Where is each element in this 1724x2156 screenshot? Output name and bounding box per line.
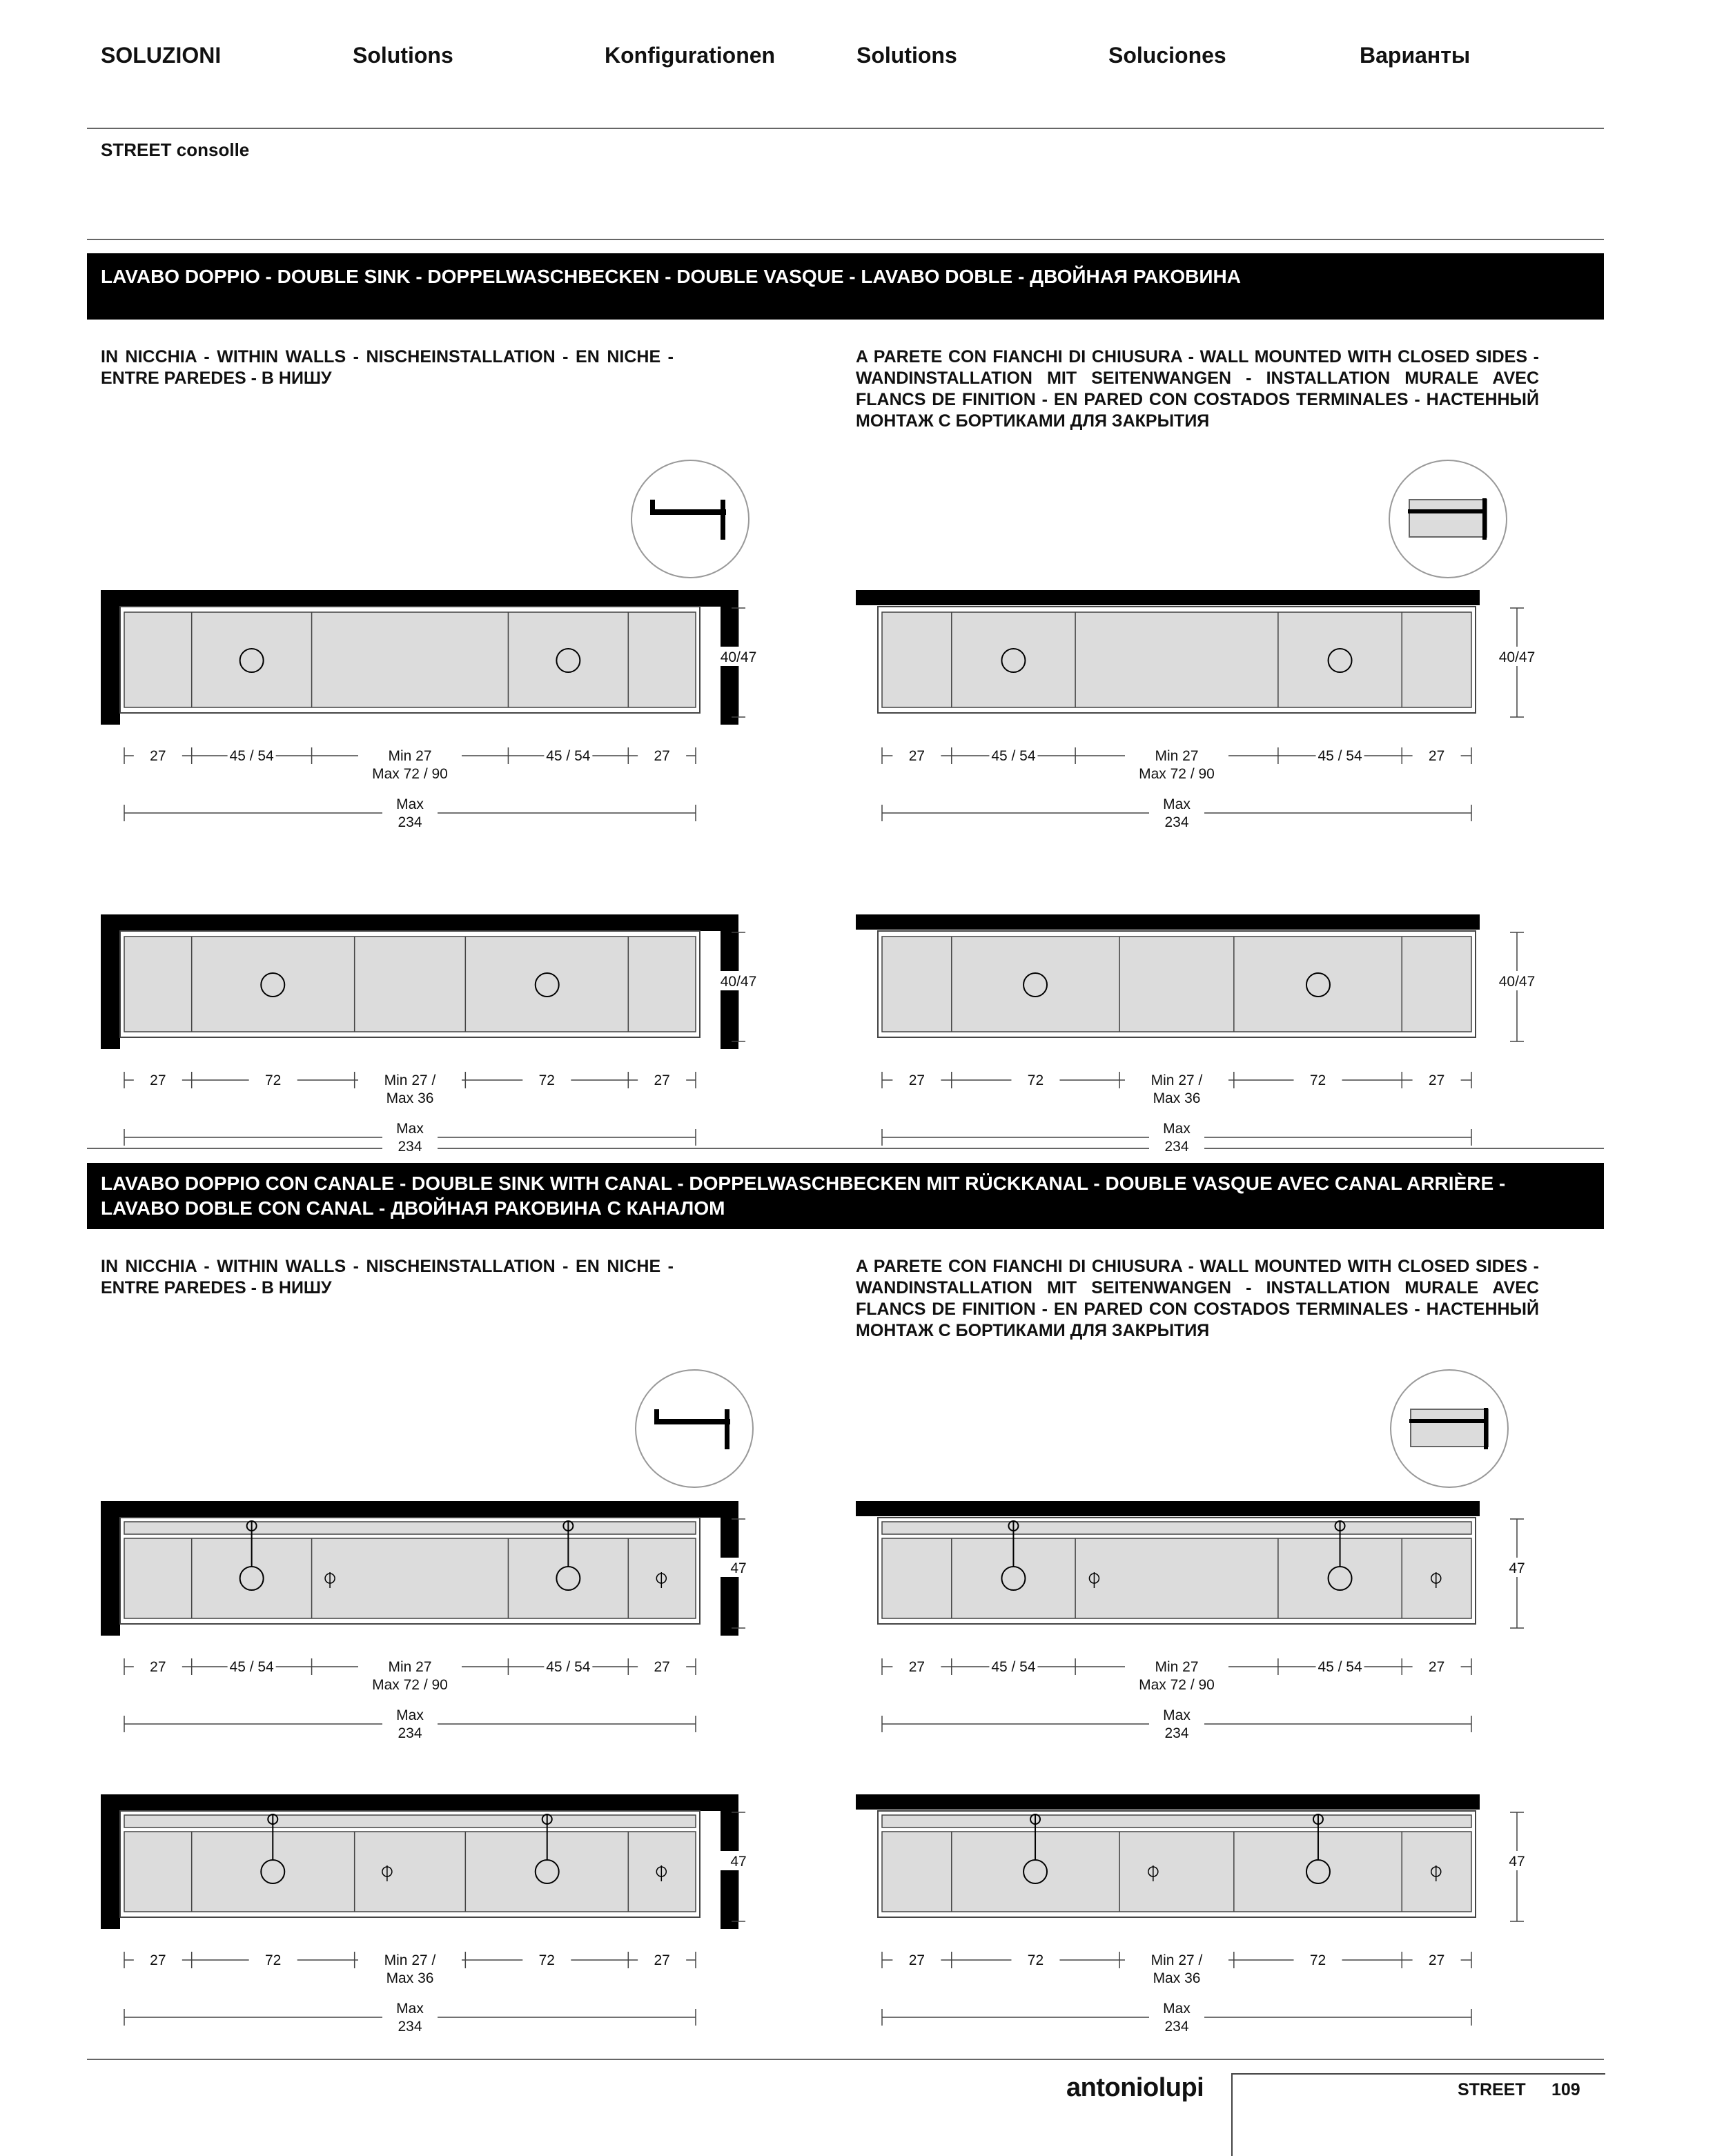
dim-label: 72 bbox=[538, 1072, 555, 1088]
dim-label: 27 bbox=[654, 1952, 670, 1968]
canal-channel bbox=[882, 1815, 1471, 1827]
dim-label-mid: Min 27 / bbox=[1150, 1952, 1203, 1968]
dim-label-mid2: Max 36 bbox=[1153, 1090, 1201, 1106]
dim-label: 27 bbox=[1428, 1072, 1445, 1088]
section-title-double-sink bbox=[87, 253, 1604, 320]
diagram-svg bbox=[856, 1794, 1546, 2084]
max-label: Max bbox=[396, 796, 424, 812]
height-label: 40/47 bbox=[1498, 649, 1536, 665]
icon-niche-right bbox=[721, 500, 725, 540]
wall-top bbox=[856, 590, 1480, 605]
dim-label: 45 / 54 bbox=[546, 748, 591, 764]
dim-label: 27 bbox=[908, 1072, 925, 1088]
max-label: Max bbox=[396, 2001, 424, 2017]
max-label-value: 234 bbox=[1164, 1725, 1189, 1741]
dim-label-mid2: Max 72 / 90 bbox=[1139, 1677, 1215, 1693]
icon-svg bbox=[634, 1368, 755, 1489]
console-top-panel bbox=[124, 1832, 696, 1912]
dim-label: 27 bbox=[150, 1952, 166, 1968]
max-label: Max bbox=[1163, 1121, 1191, 1137]
installation-type-icon bbox=[629, 458, 751, 580]
dim-label: 27 bbox=[1428, 748, 1445, 764]
icon-niche-left bbox=[654, 1409, 659, 1424]
diagram-svg bbox=[101, 1501, 791, 1791]
console-top-panel bbox=[124, 937, 696, 1032]
diagram-svg bbox=[856, 914, 1546, 1204]
installation-type-icon bbox=[1389, 1368, 1510, 1489]
icon-svg bbox=[1389, 1368, 1510, 1489]
console-diagram-wall bbox=[856, 914, 1546, 1204]
wall-top bbox=[856, 1501, 1480, 1516]
dim-label: 45 / 54 bbox=[546, 1659, 591, 1675]
dim-label-mid: Min 27 bbox=[388, 748, 432, 764]
dim-label: 45 / 54 bbox=[1318, 1659, 1362, 1675]
header-lang-ru: Варианты bbox=[1360, 43, 1471, 68]
divider bbox=[87, 128, 1604, 129]
page-number: 109 bbox=[1551, 2080, 1580, 2099]
console-top-panel bbox=[882, 937, 1471, 1032]
dim-label: 72 bbox=[1027, 1952, 1044, 1968]
installation-type-icon bbox=[634, 1368, 755, 1489]
dim-label-mid2: Max 72 / 90 bbox=[372, 1677, 448, 1693]
console-diagram-niche bbox=[101, 914, 791, 1204]
diagram-svg bbox=[101, 914, 791, 1204]
console-diagram-wall bbox=[856, 1794, 1546, 2084]
wall-top bbox=[856, 914, 1480, 930]
dim-label-mid: Min 27 / bbox=[1150, 1072, 1203, 1088]
brand-logo: antoniolupi bbox=[1066, 2073, 1204, 2102]
height-label: 40/47 bbox=[1498, 974, 1536, 990]
niche-wall-left bbox=[101, 1501, 120, 1636]
diagram-svg bbox=[856, 590, 1546, 880]
canal-channel bbox=[124, 1522, 696, 1534]
dim-label-mid: Min 27 / bbox=[384, 1952, 436, 1968]
max-label-value: 234 bbox=[1164, 2019, 1189, 2035]
dim-label-mid: Min 27 / bbox=[384, 1072, 436, 1088]
icon-niche-left bbox=[650, 500, 655, 515]
diagram-svg bbox=[856, 1501, 1546, 1791]
dim-label: 27 bbox=[1428, 1659, 1445, 1675]
product-subtitle: STREET consolle bbox=[101, 139, 250, 160]
dim-label-mid2: Max 36 bbox=[386, 1090, 434, 1106]
caption-wall-mounted: A PARETE CON FIANCHI DI CHIUSURA - WALL MOUNTED WITH CLOSED SIDES - WANDINSTALLATION MIT SEITENWANGEN - INSTALLATION MURALE AVEC FLANCS DE FINITION - EN PARED CON COSTADOS TERMINALES - НАСТЕННЫЙ МОНТАЖ С БОРТИКАМИ ДЛЯ ЗАКРЫТИЯ bbox=[856, 1257, 1539, 1340]
max-label-value: 234 bbox=[1164, 1139, 1189, 1155]
dim-label-mid: Min 27 bbox=[1155, 748, 1199, 764]
caption-wall-mounted: A PARETE CON FIANCHI DI CHIUSURA - WALL MOUNTED WITH CLOSED SIDES - WANDINSTALLATION MIT SEITENWANGEN - INSTALLATION MURALE AVEC FLANCS DE FINITION - EN PARED CON COSTADOS TERMINALES - НАСТЕННЫЙ МОНТАЖ С БОРТИКАМИ ДЛЯ ЗАКРЫТИЯ bbox=[856, 347, 1539, 431]
icon-wall-top bbox=[1408, 509, 1485, 513]
dim-label-mid: Min 27 bbox=[388, 1659, 432, 1675]
dim-label: 27 bbox=[908, 1659, 925, 1675]
dim-label: 72 bbox=[265, 1952, 282, 1968]
dim-label: 72 bbox=[1309, 1952, 1326, 1968]
max-label-value: 234 bbox=[398, 2019, 422, 2035]
icon-svg bbox=[629, 458, 751, 580]
console-diagram-niche bbox=[101, 1501, 791, 1791]
max-label-value: 234 bbox=[398, 1725, 422, 1741]
footer-box bbox=[1231, 2073, 1605, 2156]
icon-wall-top bbox=[1409, 1419, 1487, 1423]
height-label: 47 bbox=[1509, 1854, 1525, 1870]
dim-label: 45 / 54 bbox=[229, 1659, 274, 1675]
divider bbox=[87, 239, 1604, 240]
header-lang-en: Solutions bbox=[353, 43, 453, 68]
console-diagram-niche bbox=[101, 1794, 791, 2084]
canal-channel bbox=[124, 1815, 696, 1827]
dim-label: 45 / 54 bbox=[991, 748, 1036, 764]
icon-niche-shelf bbox=[654, 1419, 730, 1424]
max-label-value: 234 bbox=[398, 1139, 422, 1155]
icon-wall-panel bbox=[1411, 1409, 1488, 1447]
dim-label-mid2: Max 72 / 90 bbox=[372, 766, 448, 782]
niche-wall-left bbox=[101, 590, 120, 725]
divider bbox=[87, 2059, 1604, 2060]
diagram-svg bbox=[101, 1794, 791, 2084]
max-label: Max bbox=[396, 1121, 424, 1137]
dim-label: 45 / 54 bbox=[1318, 748, 1362, 764]
dim-label-mid2: Max 72 / 90 bbox=[1139, 766, 1215, 782]
dim-label: 27 bbox=[150, 748, 166, 764]
height-label: 40/47 bbox=[720, 649, 757, 665]
height-label: 47 bbox=[730, 1560, 747, 1576]
dim-label: 72 bbox=[1027, 1072, 1044, 1088]
icon-circle bbox=[636, 1370, 753, 1487]
max-label-value: 234 bbox=[1164, 814, 1189, 830]
dim-label: 27 bbox=[908, 1952, 925, 1968]
icon-wall-side bbox=[1482, 498, 1487, 540]
caption-within-walls: IN NICCHIA - WITHIN WALLS - NISCHEINSTALLATION - EN NICHE -ENTRE PAREDES - В НИШУ bbox=[101, 1257, 674, 1297]
installation-type-icon bbox=[1387, 458, 1509, 580]
console-top-panel bbox=[124, 1538, 696, 1618]
icon-niche-shelf bbox=[650, 509, 726, 515]
niche-wall-left bbox=[101, 1794, 120, 1929]
height-label: 40/47 bbox=[720, 974, 757, 990]
max-label: Max bbox=[1163, 2001, 1191, 2017]
icon-circle bbox=[631, 460, 749, 578]
console-top-panel bbox=[882, 1832, 1471, 1912]
console-diagram-niche bbox=[101, 590, 791, 880]
niche-wall-top bbox=[101, 1794, 738, 1811]
console-top-panel bbox=[882, 1538, 1471, 1618]
niche-wall-top bbox=[101, 590, 738, 607]
niche-wall-top bbox=[101, 914, 738, 931]
dim-label-mid2: Max 36 bbox=[386, 1970, 434, 1986]
dim-label: 27 bbox=[654, 1659, 670, 1675]
dim-label: 27 bbox=[654, 748, 670, 764]
section-title-text-line2: LAVABO DOBLE CON CANAL - ДВОЙНАЯ РАКОВИНА С КАНАЛОМ bbox=[101, 1197, 725, 1219]
dim-label: 45 / 54 bbox=[229, 748, 274, 764]
dim-label-mid2: Max 36 bbox=[1153, 1970, 1201, 1986]
icon-svg bbox=[1387, 458, 1509, 580]
icon-wall-side bbox=[1484, 1408, 1488, 1449]
canal-channel bbox=[882, 1522, 1471, 1534]
niche-wall-left bbox=[101, 914, 120, 1049]
wall-top bbox=[856, 1794, 1480, 1810]
console-top-panel bbox=[882, 612, 1471, 707]
dim-label: 27 bbox=[150, 1072, 166, 1088]
console-diagram-wall bbox=[856, 1501, 1546, 1791]
max-label: Max bbox=[1163, 796, 1191, 812]
header-lang-es: Soluciones bbox=[1108, 43, 1226, 68]
dim-label: 72 bbox=[1309, 1072, 1326, 1088]
height-label: 47 bbox=[1509, 1560, 1525, 1576]
dim-label: 27 bbox=[908, 748, 925, 764]
header-lang-it: SOLUZIONI bbox=[101, 43, 222, 68]
header-lang-de: Konfigurationen bbox=[605, 43, 776, 68]
dim-label: 45 / 54 bbox=[991, 1659, 1036, 1675]
niche-wall-top bbox=[101, 1501, 738, 1518]
icon-niche-right bbox=[725, 1409, 729, 1449]
height-label: 47 bbox=[730, 1854, 747, 1870]
icon-wall-panel bbox=[1409, 500, 1487, 537]
caption-within-walls: IN NICCHIA - WITHIN WALLS - NISCHEINSTALLATION - EN NICHE -ENTRE PAREDES - В НИШУ bbox=[101, 347, 674, 388]
dim-label: 27 bbox=[150, 1659, 166, 1675]
footer-series: STREET bbox=[1458, 2080, 1526, 2099]
dim-label: 27 bbox=[654, 1072, 670, 1088]
dim-label: 72 bbox=[538, 1952, 555, 1968]
console-top-panel bbox=[124, 612, 696, 707]
dim-label: 27 bbox=[1428, 1952, 1445, 1968]
header-lang-fr: Solutions bbox=[856, 43, 957, 68]
section-title-text-line1: LAVABO DOPPIO CON CANALE - DOUBLE SINK WITH CANAL - DOPPELWASCHBECKEN MIT RÜCKKANAL - DOUBLE VASQUE AVEC CANAL ARRIÈRE - bbox=[101, 1173, 1506, 1194]
max-label: Max bbox=[1163, 1707, 1191, 1723]
dim-label: 72 bbox=[265, 1072, 282, 1088]
dim-label-mid: Min 27 bbox=[1155, 1659, 1199, 1675]
diagram-svg bbox=[101, 590, 791, 880]
console-diagram-wall bbox=[856, 590, 1546, 880]
max-label: Max bbox=[396, 1707, 424, 1723]
section-title-text: LAVABO DOPPIO - DOUBLE SINK - DOPPELWASCHBECKEN - DOUBLE VASQUE - LAVABO DOBLE - ДВОЙНАЯ РАКОВИНА bbox=[101, 266, 1241, 287]
max-label-value: 234 bbox=[398, 814, 422, 830]
